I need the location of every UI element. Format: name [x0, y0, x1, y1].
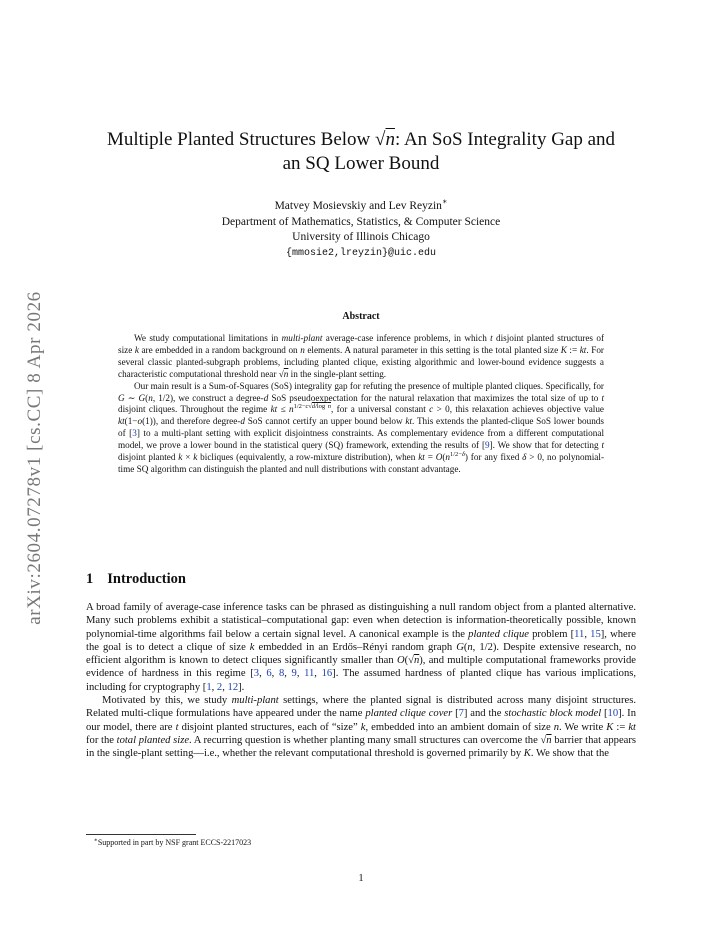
introduction-body: [86, 601, 636, 761]
section-title: Introduction: [107, 571, 186, 587]
footnote: ∗Supported in part by NSF grant ECCS-2217023: [94, 837, 252, 847]
author-block: [86, 199, 636, 261]
arxiv-sidebar-stamp: [22, 248, 48, 668]
affiliation-department: Department of Mathematics, Statistics, & Computer Science: [221, 215, 501, 228]
intro-paragraph-1: A broad family of average-case inference tasks can be phrased as distinguishing a null random object from a planted alternative. Many such problems exhibit a statistical–computational gap: even when detection is information-theoretically possible, known polynomial-time algorithms fail below a certain signal level. A canonical example is the planted clique problem [11, 15], where the goal is to detect a clique of size k embedded in an Erdős–Rényi random graph G(n, 1/2). Despite extensive research, no efficient algorithm is known to detect cliques significantly smaller than O(√n), and multiple computational frameworks provide evidence of hardness in this regime [3, 6, 8, 9, 11, 16]. The assumed hardness of planted clique has various implications, including for cryptography [1, 2, 12].: [86, 602, 637, 693]
paper-title: Multiple Planted Structures Below √n: An SoS Integrality Gap and an SQ Lower Bound: [106, 129, 616, 174]
section-number: 1: [86, 571, 94, 587]
intro-paragraph-2: Motivated by this, we study multi-plant settings, where the planted signal is distributed across many disjoint structures. Related multi-clique formulations have appeared under the name planted clique cover [7] and the stochastic block model [10]. In our model, there are t disjoint planted structures, each of “size” k, embedded into an ambient domain of size n. We write K := kt for the total planted size. A recurring question is whether planting many small structures can overcome the √n barrier that appears in the single-plant setting—i.e., whether the relevant computational threshold is governed primarily by K. We show that the: [86, 695, 637, 760]
footnote-rule: [86, 834, 196, 835]
abstract-paragraph-2: Our main result is a Sum-of-Squares (SoS) integrality gap for refuting the presence of multiple planted cliques. Specifically, for G ∼ G(n, 1/2), we construct a degree-d SoS pseudoexpectation for the natural relaxation that maximizes the total size of up to t disjoint cliques. Throughout the regime kt ≤ $n^{1/2-c√d/log n}$, for a universal constant c > 0, this relaxation achieves objective value kt(1−o(1)), and therefore degree-d SoS cannot certify an upper bound below kt. This extends the planted-clique SoS lower bounds of [3] to a multi-plant setting with explicit disjointness constraints. As complementary evidence from a different computational model, we prove a lower bound in the statistical query (SQ) framework, extending the results of [9]. We show that for detecting t disjoint planted k × k bicliques (equivalently, a row-mixture distribution), when kt = $O(n^{1/2-\delta})$ for any fixed δ > 0, no polynomial-time SQ algorithm can distinguish the planted and null distributions with constant advantage.: [118, 380, 605, 474]
page-number: 1: [358, 873, 364, 884]
abstract: [118, 333, 604, 476]
abstract-heading: Abstract: [342, 311, 380, 322]
arxiv-identifier: arXiv:2604.07278v1 [cs.CC] 8 Apr 2026: [24, 291, 45, 625]
author-names: Matvey Mosievskiy and Lev Reyzin∗: [274, 197, 448, 212]
section-heading: [86, 571, 186, 588]
author-emails: {mmosie2,lreyzin}@uic.edu: [285, 247, 437, 259]
abstract-paragraph-1: We study computational limitations in multi-plant average-case inference problems, in which t disjoint planted structures of size k are embedded in a random background on n elements. A natural parameter in this setting is the total planted size K := kt. For several classic planted-subgraph problems, including planted clique, existing algorithmic and lower-bound evidence suggests a characteristic computational threshold near √n in the single-plant setting.: [118, 333, 604, 379]
affiliation-university: University of Illinois Chicago: [292, 231, 430, 243]
